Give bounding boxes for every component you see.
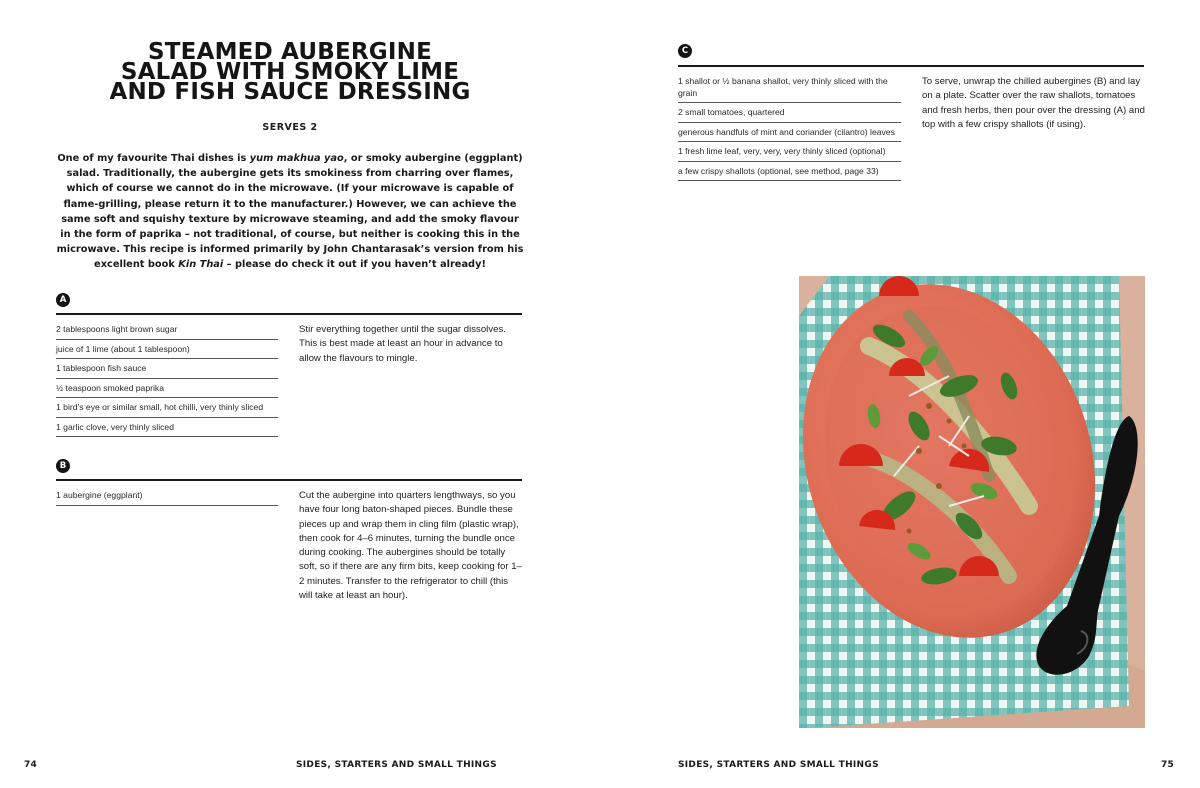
- intro-text-1: One of my favourite Thai dishes is: [57, 153, 250, 164]
- section-a-method: Stir everything together until the sugar dissolves. This is best made at least an hour in advance to allow the flavours to mingle.: [299, 324, 506, 364]
- ingredient-item: 2 small tomatoes, quartered: [678, 103, 901, 123]
- ingredient-item: a few crispy shallots (optional, see method, page 33): [678, 162, 901, 182]
- salad-photo-illustration: [799, 276, 1145, 728]
- section-c-badge: C: [678, 44, 692, 58]
- running-footer-left: SIDES, STARTERS AND SMALL THINGS: [296, 760, 497, 770]
- ingredient-item: juice of 1 lime (about 1 tablespoon): [56, 340, 278, 360]
- title-line-3: AND FISH SAUCE DRESSING: [109, 79, 471, 105]
- section-b-method: Cut the aubergine into quarters lengthways, so you have four long baton-shaped pieces. Bundle these pieces up and wrap them in cling film (plastic wrap), then cook for 4–6 minutes, turning the bundle once during cooking. The aubergines should be totally soft, so if there are any firm bits, keep cooking for 1–2 minutes. Transfer to the refrigerator to chill (this will take at least an hour).: [299, 490, 522, 602]
- ingredient-item: ½ teaspoon smoked paprika: [56, 379, 278, 399]
- title-line-2: SALAD WITH SMOKY LIME: [120, 59, 460, 85]
- section-a-badge: A: [56, 293, 70, 307]
- section-c-method: To serve, unwrap the chilled aubergines (B) and lay on a plate. Scatter over the raw shallots, tomatoes and fresh herbs, then pour over the dressing (A) and top with a few crispy shallots (if using).: [922, 76, 1145, 130]
- ingredient-item: 1 garlic clove, very thinly sliced: [56, 418, 278, 438]
- section-b-rule: [56, 479, 522, 481]
- salad-photo: [799, 276, 1145, 728]
- intro-dish-name: yum makhua yao: [249, 153, 344, 164]
- ingredient-item: 2 tablespoons light brown sugar: [56, 320, 278, 340]
- ingredient-item: 1 aubergine (eggplant): [56, 486, 278, 506]
- section-c-rule: [678, 65, 1144, 67]
- page-number-right: 75: [1161, 760, 1175, 770]
- section-c-ingredients: [678, 72, 901, 181]
- intro-text-2: , or smoky aubergine (eggplant) salad. Traditionally, the aubergine gets its smokiness from charring over flames, which of course we cannot do in the microwave. (If your microwave is capable of flame-grilling, please return it to the manufacturer.) However, we can achieve the same soft and squishy texture by microwave steaming, and add the smoky flavour in the form of paprika – not traditional, of course, but neither is cooking this in the microwave. This recipe is informed primarily by John Chantarasak’s version from his excellent book: [56, 153, 524, 271]
- section-a-rule: [56, 313, 522, 315]
- section-a-ingredients: [56, 320, 278, 437]
- section-b-ingredients: [56, 486, 278, 506]
- intro-text-3: – please do check it out if you haven’t already!: [223, 259, 486, 271]
- intro-paragraph: [56, 151, 524, 273]
- ingredient-item: 1 shallot or ½ banana shallot, very thinly sliced with the grain: [678, 72, 901, 103]
- ingredient-item: 1 bird’s eye or similar small, hot chilli, very thinly sliced: [56, 398, 278, 418]
- intro-book-title: Kin Thai: [178, 259, 224, 271]
- serves-label: SERVES 2: [262, 122, 318, 133]
- right-page: [600, 0, 1200, 788]
- ingredient-item: 1 fresh lime leaf, very, very, very thinly sliced (optional): [678, 142, 901, 162]
- ingredient-item: generous handfuls of mint and coriander (cilantro) leaves: [678, 123, 901, 143]
- page-number-left: 74: [24, 760, 38, 770]
- recipe-title: [60, 39, 520, 105]
- section-b-badge: B: [56, 459, 70, 473]
- title-line-1: STEAMED AUBERGINE: [148, 39, 432, 65]
- ingredient-item: 1 tablespoon fish sauce: [56, 359, 278, 379]
- running-footer-right: SIDES, STARTERS AND SMALL THINGS: [678, 760, 879, 770]
